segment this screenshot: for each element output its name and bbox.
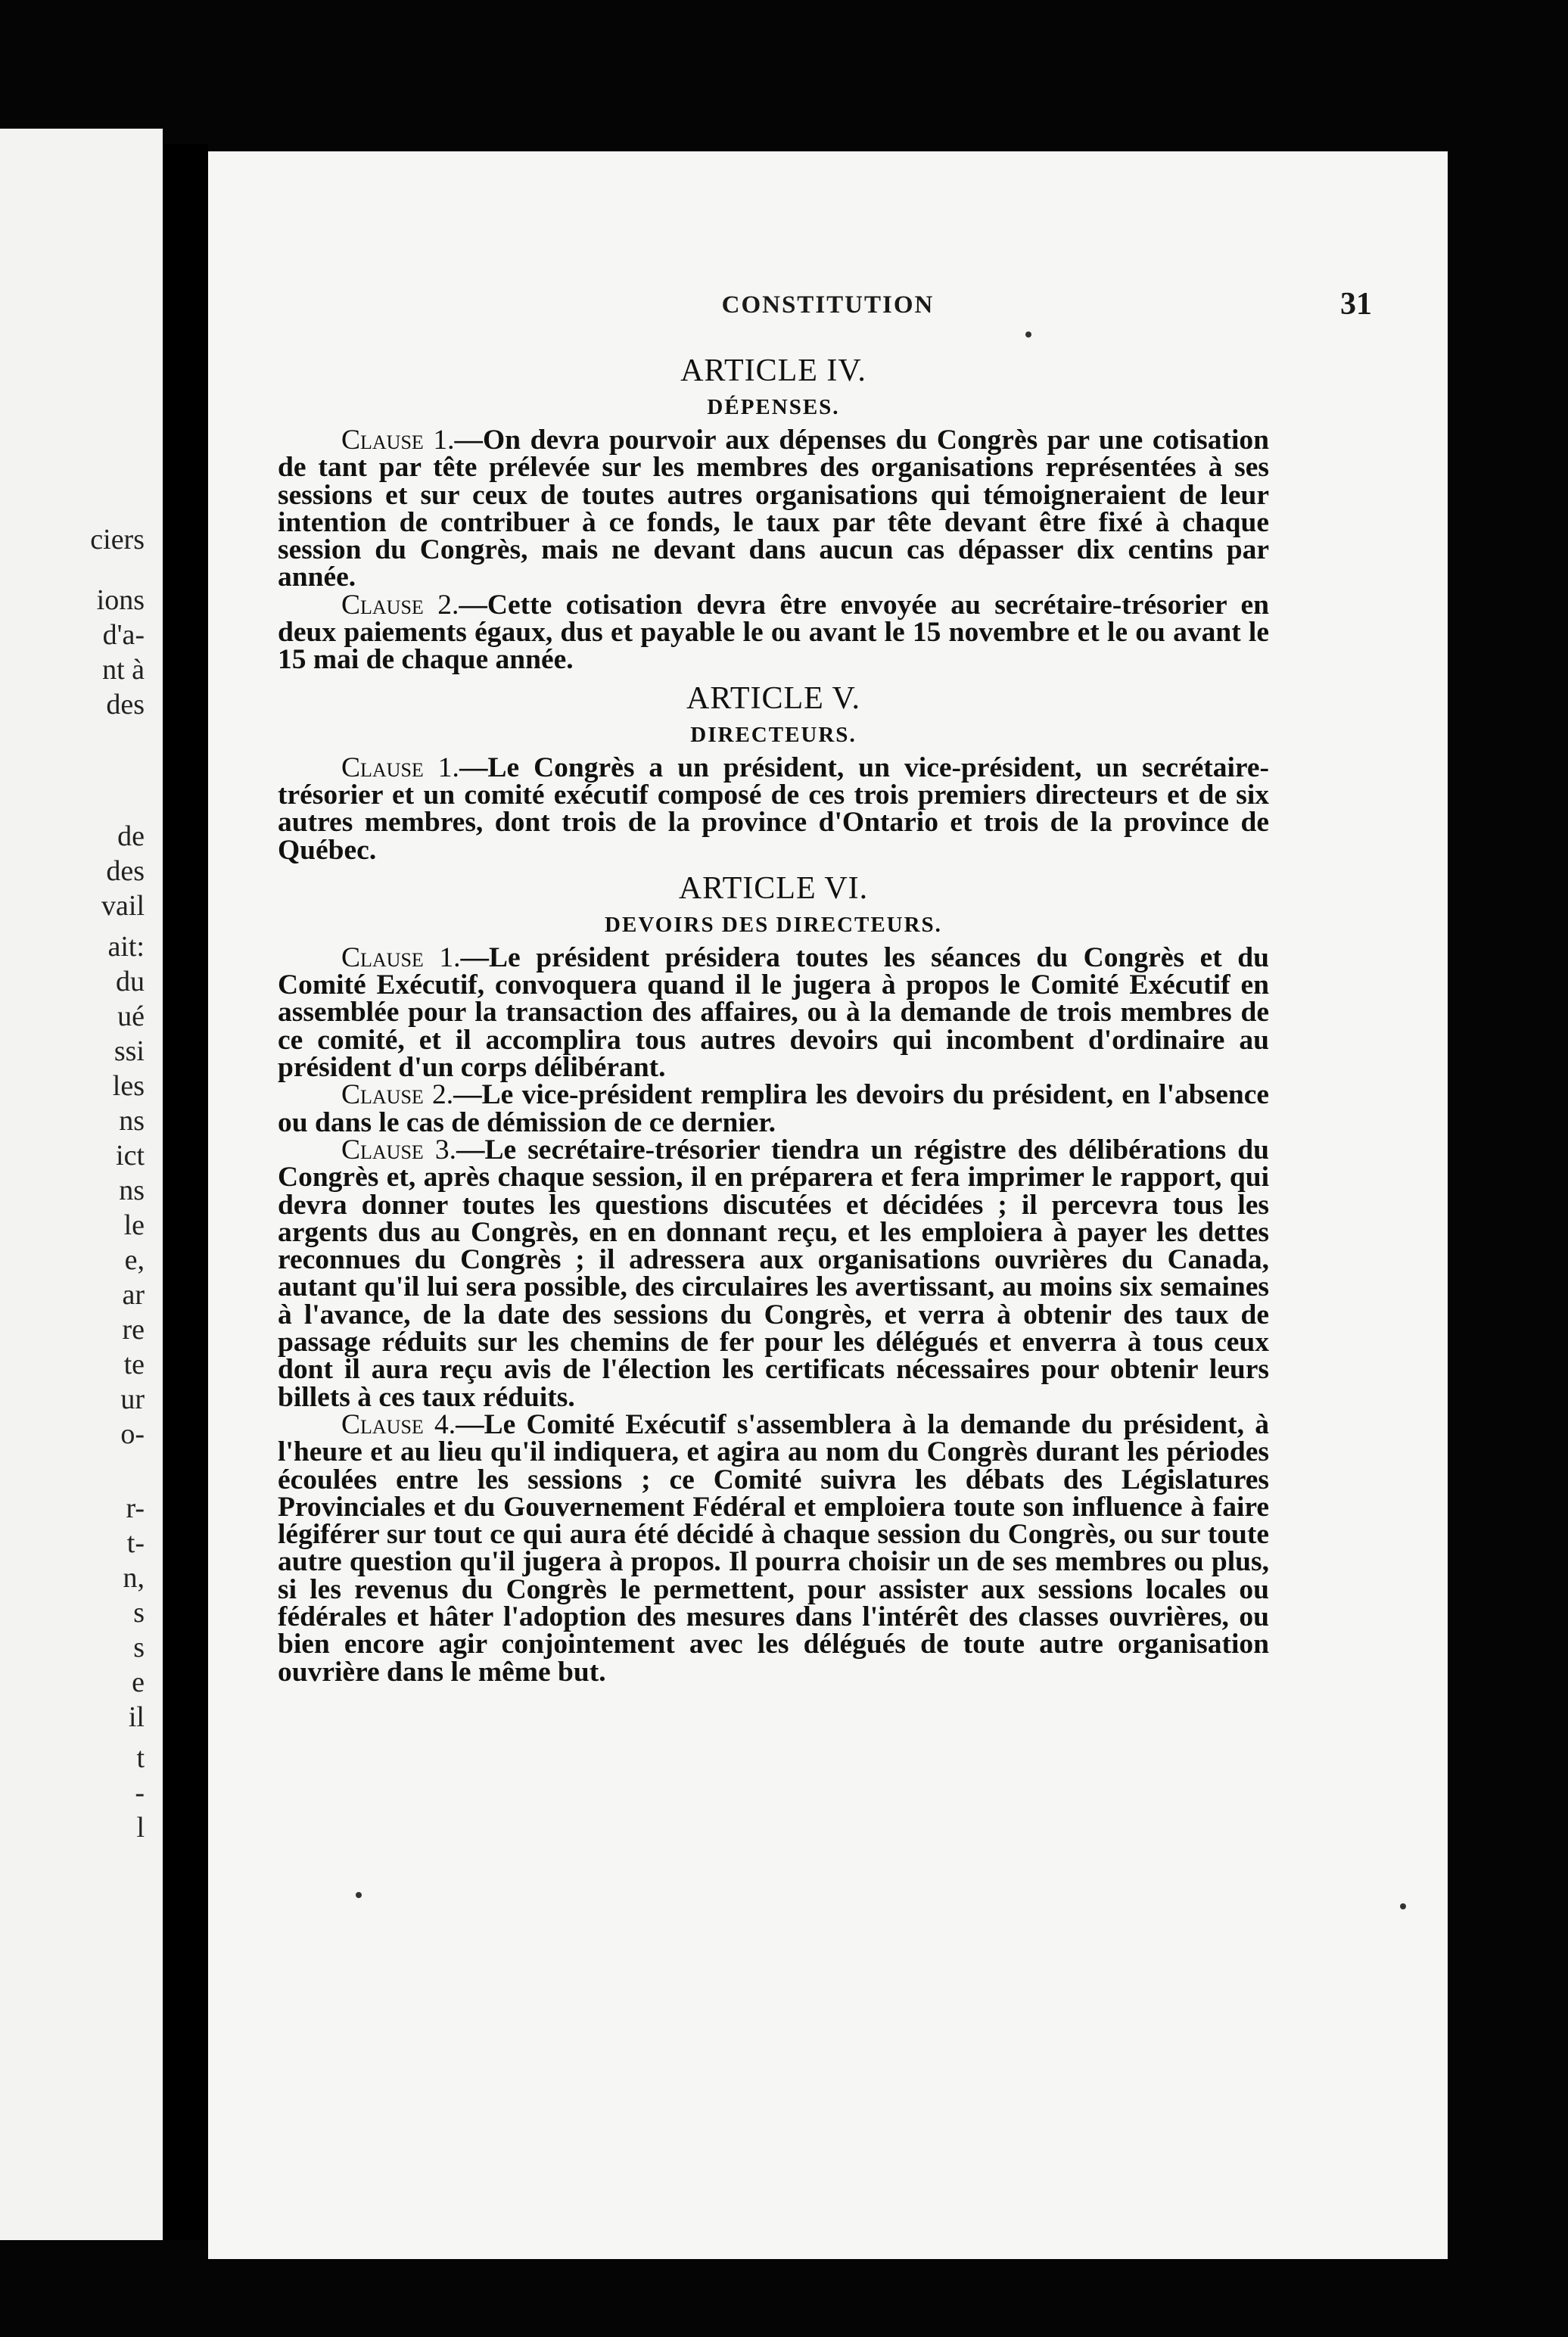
clause-paragraph bbox=[278, 1408, 1269, 1688]
left-fragment: s bbox=[133, 1632, 145, 1663]
clause-label: Clause 1. bbox=[341, 941, 461, 973]
left-fragment: e bbox=[132, 1666, 145, 1698]
left-fragment: ict bbox=[116, 1140, 145, 1172]
clause-text: —Le secrétaire-trésorier tiendra un régistre des délibérations du Congrès et, après chaque session, il en préparera et fera imprimer le rapport, qui devra donner toutes les questions discutées et décidées ; il percevra tous les argents dus au Congrès, en en donnant reçu, et les emploiera à payer les dettes reconnues du Congrès ; il adressera aux organisations ouvrières du Canada, autant qu'il lui sera possible, des circulaires les avertissant, au moins six semaines à l'avance, de la date des sessions du Congrès, et verra à obtenir des taux de passage réduits sur les chemins de fer pour les délégués et enverra à tous ceux dont il aura reçu avis de l'élection les certificats nécessaires pour obtenir leurs billets à ces taux réduits. bbox=[278, 1134, 1269, 1413]
clause-label: Clause 3. bbox=[341, 1134, 456, 1165]
clause-text: —Le Comité Exécutif s'assemblera à la demande du président, à l'heure et au lieu qu'il indiquera, et agira au nom du Congrès durant les périodes écoulées entre les sessions ; ce Comité suivra les débats des Législatures Provinciales et du Gouvernement Fédéral et emploiera toute son influence à faire légiférer sur tout ce qui aura été décidé à chaque session du Congrès, ou sur toute autre question qu'il jugera à propos. Il pourra choisir un de ses membres ou plus, si les revenus du Congrès le permettent, pour assister aux sessions locales ou fédérales et hâter l'adoption des mesures dans l'intérêt des classes ouvrières, ou bien encore agir conjointement avec les délégués de toute autre organisation ouvrière dans le même but. bbox=[278, 1408, 1269, 1688]
left-fragment: les bbox=[112, 1070, 145, 1102]
left-fragment: ué bbox=[117, 1000, 145, 1032]
left-fragment: ns bbox=[119, 1175, 145, 1206]
left-fragment: t- bbox=[126, 1527, 145, 1559]
left-fragment: d'a- bbox=[102, 619, 145, 651]
left-fragment: e, bbox=[124, 1244, 145, 1276]
clause-text: —Le président présidera toutes les séances du Congrès et du Comité Exécutif, convoquera quand il le jugera à propos le Comité Exécutif en assemblée pour la transaction des affaires, ou à la demande de trois membres de ce comité, et il accomplira tous autres devoirs qui incombent d'ordinaire au président d'un corps délibérant. bbox=[278, 941, 1269, 1084]
article-title: ARTICLE VI. bbox=[678, 870, 869, 906]
ink-speck bbox=[1400, 1903, 1406, 1909]
left-fragment: ions bbox=[96, 584, 145, 616]
clause-paragraph bbox=[278, 1081, 1269, 1137]
left-fragment: - bbox=[135, 1777, 145, 1809]
left-facing-page bbox=[0, 129, 163, 2240]
page-body bbox=[278, 347, 1269, 1686]
article-subtitle: DEVOIRS DES DIRECTEURS. bbox=[605, 912, 942, 937]
page-number: 31 bbox=[1340, 287, 1372, 322]
clause-paragraph bbox=[278, 1134, 1269, 1413]
left-fragment: te bbox=[123, 1349, 145, 1380]
left-fragment: des bbox=[106, 689, 145, 720]
article-subtitle: DÉPENSES. bbox=[707, 395, 840, 419]
left-fragment: ar bbox=[122, 1279, 145, 1311]
left-fragment: ur bbox=[120, 1383, 145, 1415]
left-fragment: de bbox=[117, 820, 145, 852]
clause-paragraph bbox=[278, 941, 1269, 1084]
left-fragment: re bbox=[122, 1314, 145, 1346]
left-fragment: nt à bbox=[102, 654, 145, 686]
left-fragment: ns bbox=[119, 1105, 145, 1137]
binding-gutter bbox=[163, 144, 208, 2240]
left-fragment: n, bbox=[123, 1562, 145, 1594]
clause-text: —Cette cotisation devra être envoyée au secrétaire-trésorier en deux paiements égaux, dus et payable le ou avant le 15 novembre et le ou avant le 15 mai de chaque année. bbox=[278, 589, 1269, 676]
left-fragment: le bbox=[123, 1209, 145, 1241]
clause-label: Clause 2. bbox=[341, 589, 459, 621]
left-fragment: o- bbox=[120, 1418, 145, 1450]
left-fragment: des bbox=[106, 855, 145, 887]
left-fragment: ciers bbox=[90, 524, 145, 555]
left-fragment: r- bbox=[126, 1492, 145, 1524]
left-fragment: ait: bbox=[107, 931, 145, 963]
clause-label: Clause 2. bbox=[341, 1079, 454, 1111]
article-title: ARTICLE V. bbox=[686, 680, 860, 716]
clause-label: Clause 4. bbox=[341, 1408, 456, 1440]
left-fragment: s bbox=[133, 1597, 145, 1629]
running-head: CONSTITUTION bbox=[721, 291, 935, 319]
article-title: ARTICLE IV. bbox=[680, 353, 866, 388]
ink-speck bbox=[1025, 331, 1031, 338]
clause-text: —Le vice-président remplira les devoirs du président, en l'absence ou dans le cas de démission de ce dernier. bbox=[278, 1079, 1269, 1138]
clause-paragraph bbox=[278, 752, 1270, 866]
clause-paragraph bbox=[278, 427, 1269, 592]
clause-label: Clause 1. bbox=[341, 752, 459, 783]
left-fragment: il bbox=[128, 1701, 145, 1733]
clause-text: —On devra pourvoir aux dépenses du Congrès par une cotisation de tant par tête prélevée sur les membres des organisations représentées à ses sessions et sur ceux de toutes autres organisations qui témoigneraient de leur intention de contribuer à ce fonds, le taux par tête devant être fixé à chaque session du Congrès, mais ne devant dans aucun cas dépasser dix centins par année. bbox=[278, 425, 1269, 593]
left-fragment: vail bbox=[101, 890, 145, 922]
left-fragment: t bbox=[136, 1742, 145, 1774]
left-fragment: du bbox=[116, 966, 145, 997]
left-fragment: ssi bbox=[114, 1035, 145, 1067]
clause-paragraph bbox=[278, 589, 1269, 676]
article-subtitle: DIRECTEURS. bbox=[690, 722, 857, 747]
clause-label: Clause 1. bbox=[341, 425, 455, 456]
document-page bbox=[208, 151, 1448, 2259]
ink-speck bbox=[356, 1892, 362, 1898]
left-fragment: l bbox=[136, 1812, 145, 1844]
clause-text: —Le Congrès a un président, un vice-président, un secrétaire-trésorier et un comité exécutif composé de ces trois premiers directeurs et de six autres membres, dont trois de la province d'Ontario et trois de la province de Québec. bbox=[278, 752, 1270, 866]
